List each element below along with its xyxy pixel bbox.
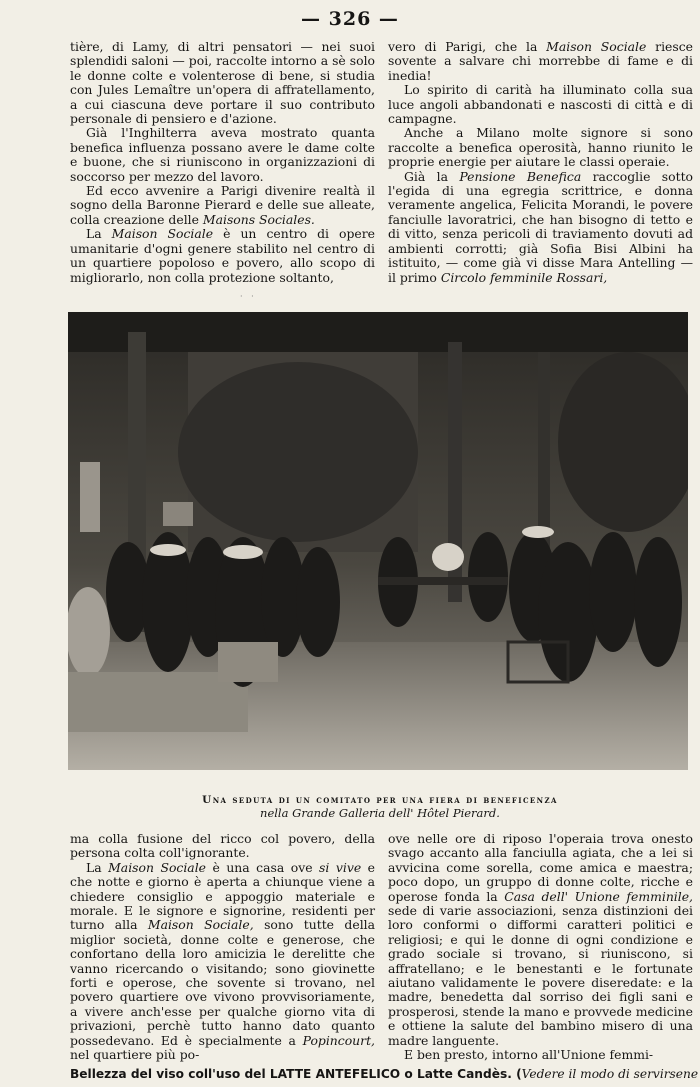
column-top-left bbox=[70, 40, 375, 290]
paragraph: Ed ecco avvenire a Parigi divenire realtà il sogno della Baronne Pierard e delle sue alleate, colla creazione delle Maisons Sociales. bbox=[70, 183, 375, 227]
photograph-meeting-hall bbox=[68, 312, 688, 770]
paragraph: La Maison Sociale è un centro di opere umanitarie d'ogni genere stabilito nel centro di un quartiere popoloso e povero, allo scopo di migliorarlo, non colla protezione soltanto, bbox=[70, 226, 375, 285]
page-number: — 326 — bbox=[301, 8, 399, 30]
caption-line-1: Una seduta di un comitato per una fiera di beneficenza bbox=[202, 794, 558, 806]
photo-caption bbox=[70, 794, 690, 820]
photograph bbox=[68, 312, 688, 770]
column-bottom-left bbox=[70, 832, 375, 1064]
paragraph: La Maison Sociale è una casa ove si vive e che notte e giorno è aperta a chiunque viene a chiedere consiglio e appoggio materiale e morale. E le signore e signorine, residenti per turno alla Maison Sociale, sono tutte della miglior società, donne colte e generose, che confortano della loro amicizia le derelitte che vanno ricercando o visitando; sono giovinette forti e operose, che sovente si trovano, nel povero quartiere ove vivono provvisoriamente, a vivere anch'esse per qualche giorno vita di privazioni, perchè tutto hanno dato quanto possedevano. Ed è specialmente a Popincourt, nel quartiere più po- bbox=[70, 859, 376, 1063]
paragraph: ove nelle ore di riposo l'operaia trova onesto svago accanto alla fanciulla agiata, che a lei si avvicina come sorella, come amica e maestra; poco dopo, un gruppo di donne colte, ricche e operose fonda la Casa dell' Unione femminile, sede di varie associazioni, senza distinzioni dei loro conformi o difformi caratteri politici e religiosi; e qui le donne di ogni condizione e grado sociale si trovano, si riuniscono, si affratellano; e le benestanti e le fortunate aiutano validamente le povere diseredate: e la madre, benedetta dal sorriso dei figli sani e prosperosi, stende la mano e provvede medicine e ottiene la salute del bambino misero di una madre languente. bbox=[388, 831, 693, 1048]
paragraph: vero di Parigi, che la Maison Sociale riesce sovente a salvare chi morrebbe di fame e di inedia! bbox=[388, 39, 694, 83]
caption-line-2: nella Grande Galleria dell' Hôtel Pierard. bbox=[260, 806, 500, 820]
print-mark: · · bbox=[240, 292, 257, 301]
ad-note: Vedere il modo di servirsene bbox=[521, 1067, 699, 1081]
paragraph: Già l'Inghilterra aveva mostrato quanta benefica influenza possano avere le dame colte e buone, che si riuniscono in organizzazioni di soccorso per mezzo del lavoro. bbox=[70, 125, 375, 184]
paragraph: Lo spirito di carità ha illuminato colla sua luce angoli abbandonati e nascosti di città e di campagne. bbox=[388, 82, 693, 127]
column-top-right bbox=[388, 40, 693, 290]
column-bottom-right bbox=[388, 832, 693, 1064]
advertisement-line bbox=[70, 1067, 700, 1081]
paragraph: Anche a Milano molte signore si sono raccolte a benefica operosità, hanno riunito le proprie energie per aiutare le classi operaie. bbox=[388, 125, 693, 170]
paragraph: Già la Pensione Benefica raccoglie sotto l'egida di una egregia scrittrice, e donna veramente angelica, Felicita Morandi, le povere fanciulle lavoratrici, che han bisogno di tetto e di vitto, senza pericoli di traviamento dovuti ad ambienti corrotti; già Sofia Bisi Albini ha istituito, — come già vi disse Mara Antelling — il primo Circolo femminile Rossari, bbox=[388, 168, 694, 285]
paragraph: E ben presto, intorno all'Unione femmi- bbox=[404, 1047, 654, 1063]
ad-main: Bellezza del viso coll'uso del LATTE ANTEFELICO o Latte Candès. ( bbox=[70, 1067, 522, 1081]
paragraph: tière, di Lamy, di altri pensatori — nei suoi splendidi saloni — poi, raccolte intorno a sè solo le donne colte e volenterose di bene, si studia con Jules Lemaître un'opera di affratellamento, a cui ciascuna deve portare il suo contributo personale di pensiero e d'azione. bbox=[70, 39, 375, 127]
paragraph: ma colla fusione del ricco col povero, della persona colta coll'ignorante. bbox=[70, 831, 375, 861]
